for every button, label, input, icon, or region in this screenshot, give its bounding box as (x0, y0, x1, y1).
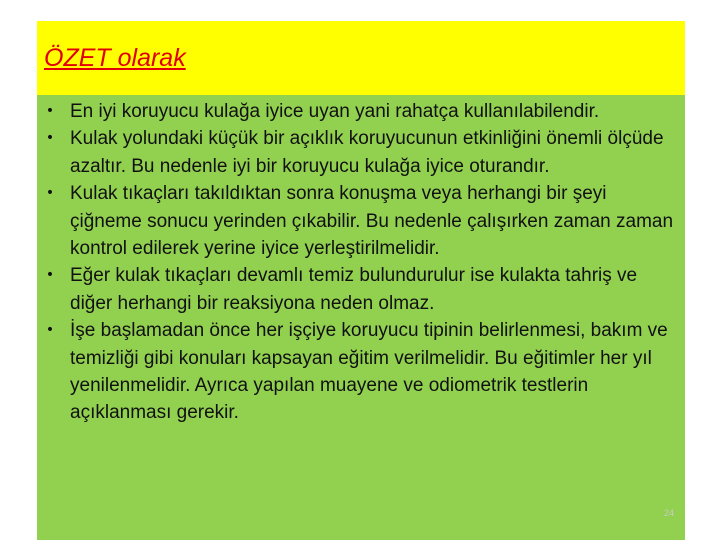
bullet-text: Kulak yolundaki küçük bir açıklık koruyucunun etkinliğini önemli ölçüde azaltır. Bu nedenle iyi bir koruyucu kulağa iyice oturandır. (70, 128, 664, 177)
page-number: 24 (664, 508, 675, 518)
bullet-item (37, 125, 685, 180)
slide-title: ÖZET olarak (44, 44, 186, 72)
bullet-item (37, 262, 685, 317)
content-area (37, 95, 685, 540)
bullet-text: En iyi koruyucu kulağa iyice uyan yani rahatça kullanılabilendir. (70, 101, 600, 122)
title-bar (37, 21, 685, 95)
bullet-icon: • (45, 267, 55, 284)
bullet-list (37, 98, 685, 427)
bullet-text: İşe başlamadan önce her işçiye koruyucu tipinin belirlenmesi, bakım ve temizliği gibi konuları kapsayan eğitim verilmelidir. Bu eğitimler her yıl yenilenmelidir. Ayrıca yapılan muayene ve odiometrik testlerin açıklanması gerekir. (70, 320, 668, 424)
bullet-icon: • (45, 103, 55, 119)
bullet-icon: • (45, 322, 55, 339)
bullet-icon: • (45, 185, 55, 202)
bullet-item (37, 180, 685, 262)
bullet-text: Eğer kulak tıkaçları devamlı temiz bulundurulur ise kulakta tahriş ve diğer herhangi bir reaksiyona neden olmaz. (70, 265, 638, 314)
bullet-text: Kulak tıkaçları takıldıktan sonra konuşma veya herhangi bir şeyi çiğneme sonucu yerinden çıkabilir. Bu nedenle çalışırken zaman zaman kontrol edilerek yerine iyice yerleştirilmelidir. (70, 183, 674, 260)
bullet-item (37, 317, 685, 427)
bullet-icon: • (45, 130, 55, 147)
bullet-item (37, 98, 685, 125)
